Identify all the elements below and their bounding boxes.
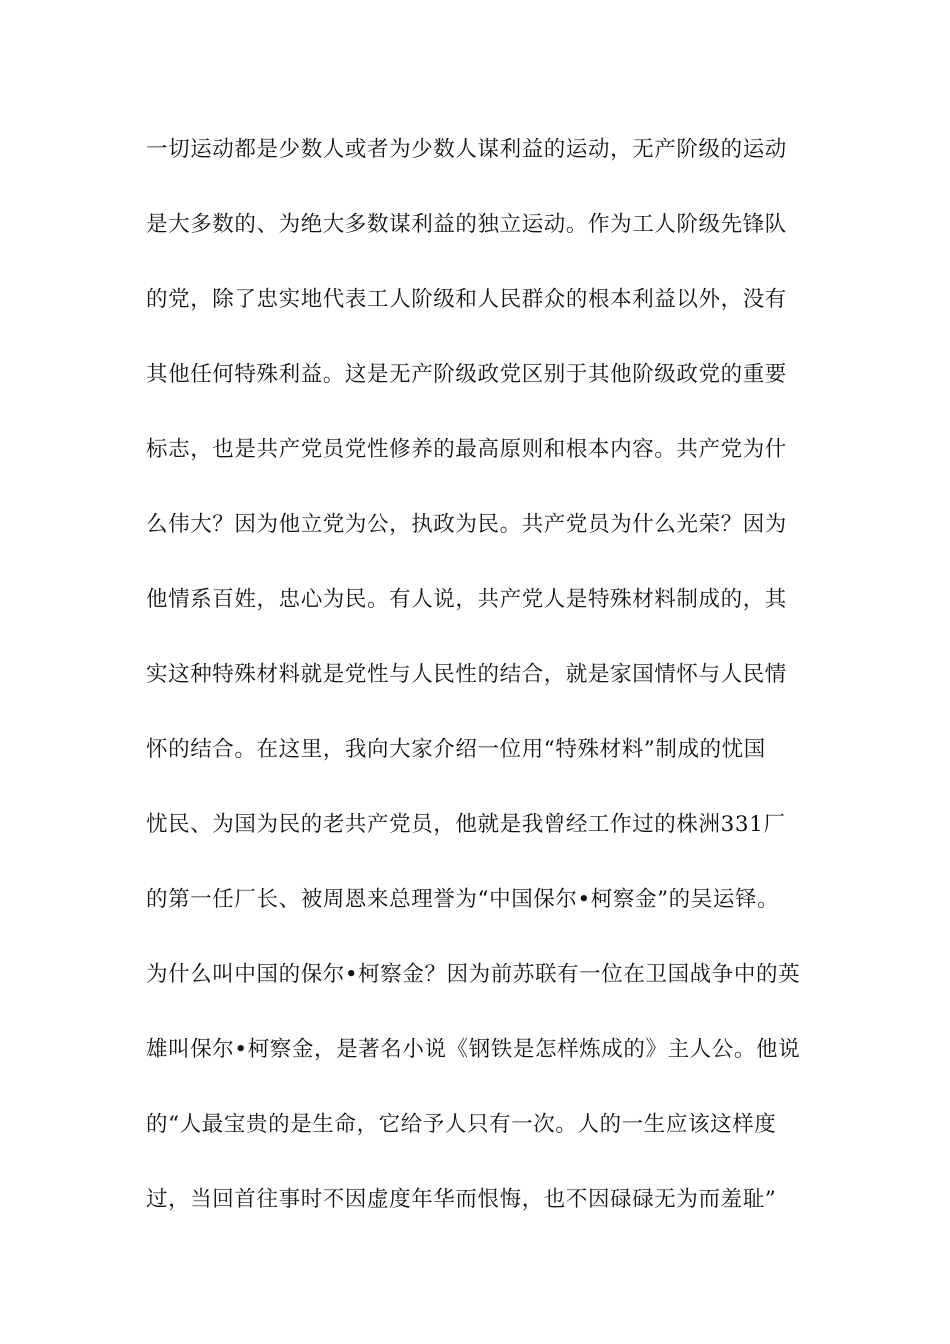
text-line: 怀的结合。在这里，我向大家介绍一位用“特殊材料”制成的忧国: [146, 737, 766, 762]
text-line: 的党，除了忠实地代表工人阶级和人民群众的根本利益以外，没有: [146, 287, 787, 312]
text-line: 标志，也是共产党员党性修养的最高原则和根本内容。共产党为什: [146, 437, 787, 462]
text-line: 实这种特殊材料就是党性与人民性的结合，就是家国情怀与人民情: [146, 662, 787, 687]
text-line: 忧民、为国为民的老共产党员，他就是我曾经工作过的株洲331厂: [146, 812, 786, 837]
text-line: 他情系百姓，忠心为民。有人说，共产党人是特殊材料制成的，其: [146, 587, 787, 612]
text-line: 一切运动都是少数人或者为少数人谋利益的运动，无产阶级的运动: [146, 137, 787, 162]
text-line: 是大多数的、为绝大多数谋利益的独立运动。作为工人阶级先锋队: [146, 212, 787, 237]
text-line: 为什么叫中国的保尔•柯察金？因为前苏联有一位在卫国战争中的英: [146, 962, 801, 987]
text-line: 雄叫保尔•柯察金，是著名小说《钢铁是怎样炼成的》主人公。他说: [146, 1037, 801, 1062]
text-line: 的“人最宝贵的是生命，它给予人只有一次。人的一生应该这样度: [146, 1112, 777, 1137]
text-line: 过，当回首往事时不因虚度年华而恨悔，也不因碌碌无为而羞耻”: [146, 1187, 777, 1212]
text-line: 么伟大？因为他立党为公，执政为民。共产党员为什么光荣？因为: [146, 512, 787, 537]
text-line: 其他任何特殊利益。这是无产阶级政党区别于其他阶级政党的重要: [146, 362, 787, 387]
body-paragraph: [146, 131, 806, 1256]
text-line: 的第一任厂长、被周恩来总理誉为“中国保尔•柯察金”的吴运铎。: [146, 887, 780, 912]
